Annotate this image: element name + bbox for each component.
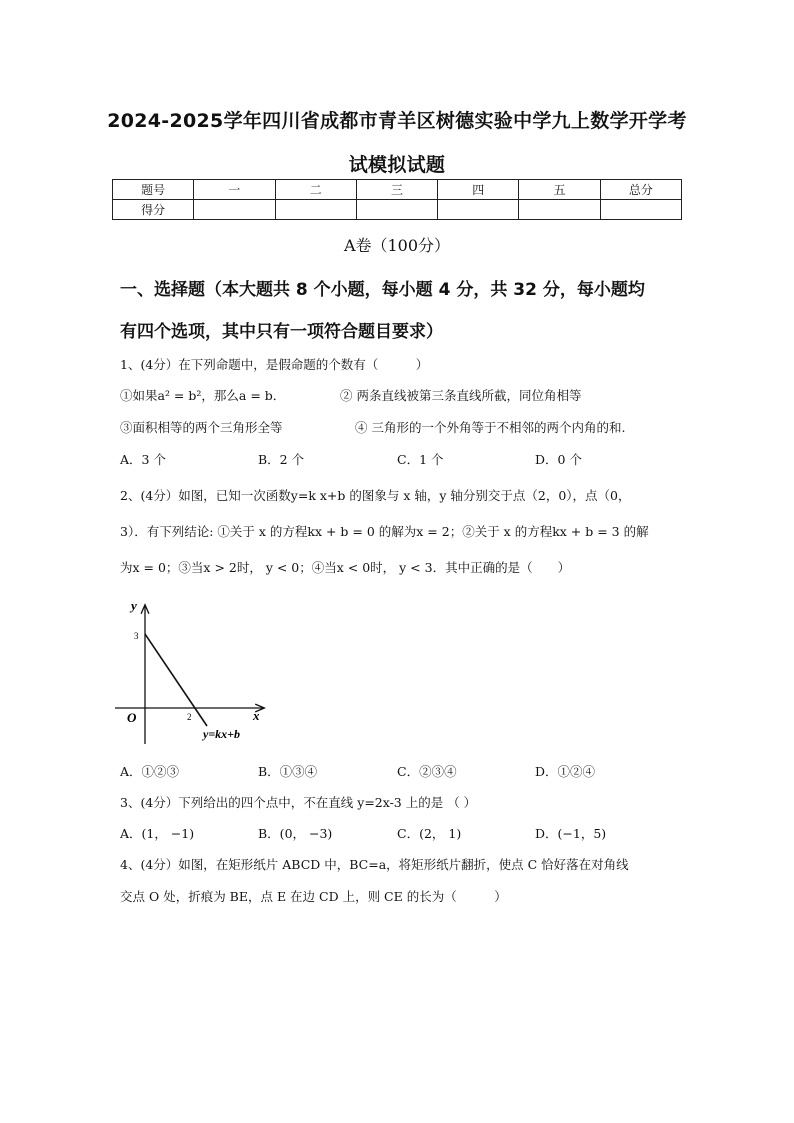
- q2-option-a: A．①②③: [120, 764, 180, 779]
- score-table-cell: 三: [356, 180, 437, 200]
- q1-option-a: A．3 个: [120, 452, 166, 467]
- q1-statement-1: ①如果a² = b²，那么a = b．: [120, 388, 286, 403]
- part1-heading-line-2: 有四个选项，其中只有一项符合题目要求）: [120, 322, 443, 342]
- exam-title-line-1: 2024-2025学年四川省成都市青羊区树德实验中学九上数学开学考: [107, 110, 687, 132]
- part1-heading-line-1: 一、选择题（本大题共 8 个小题，每小题 4 分，共 32 分，每小题均: [120, 280, 645, 300]
- q3-option-a: A．(1， −1): [120, 826, 195, 841]
- q3-option-b: B．(0， −3): [258, 826, 333, 841]
- score-input-cell: [275, 200, 356, 220]
- q1-statement-2: ② 两条直线被第三条直线所截，同位角相等: [340, 388, 582, 403]
- score-table-cell: 一: [194, 180, 275, 200]
- q1-option-b: B．2 个: [258, 452, 305, 467]
- q2-option-c: C．②③④: [397, 764, 457, 779]
- score-table-cell: 二: [275, 180, 356, 200]
- q2-function-graph: [115, 592, 275, 752]
- q2-line-1: 2、(4分）如图，已知一次函数y=k x+b 的图象与 x 轴，y 轴分别交于点（2，0），点（0，: [120, 488, 631, 503]
- function-line: [145, 634, 207, 726]
- score-table-cell: 四: [438, 180, 519, 200]
- q2-option-b: B．①③④: [258, 764, 318, 779]
- y-axis-label: y: [131, 598, 137, 613]
- x-axis-label: x: [253, 708, 260, 723]
- score-input-cell: [519, 200, 600, 220]
- origin-label: O: [127, 710, 137, 725]
- score-table-score-row: [113, 200, 682, 220]
- score-table-cell: 总分: [600, 180, 681, 200]
- score-input-cell: [600, 200, 681, 220]
- q1-option-c: C．1 个: [397, 452, 444, 467]
- q2-graph-svg: [115, 592, 275, 752]
- section-title: A卷（100分）: [343, 236, 451, 255]
- q1-statement-3: ③面积相等的两个三角形全等: [120, 420, 283, 435]
- q4-line-1: 4、(4分）如图，在矩形纸片 ABCD 中，BC=a，将矩形纸片翻折，使点 C 恰好落在对角线: [120, 857, 629, 872]
- q1-option-d: D．0 个: [535, 452, 582, 467]
- score-table-cell: 题号: [113, 180, 194, 200]
- q1-stem: 1、(4分）在下列命题中，是假命题的个数有（ ）: [120, 357, 429, 372]
- score-table-header-row: [113, 180, 682, 200]
- q2-line-2: 3）．有下列结论: ①关于 x 的方程kx + b = 0 的解为x = 2；②关于 x 的方程kx + b = 3 的解: [120, 524, 649, 539]
- score-input-cell: [438, 200, 519, 220]
- score-table: [112, 179, 682, 220]
- q3-option-d: D．(−1，5): [535, 826, 607, 841]
- q2-line-3: 为x = 0；③当x > 2时， y < 0；④当x < 0时， y < 3．其中正确的是（ ）: [120, 560, 571, 575]
- q4-line-2: 交点 O 处，折痕为 BE，点 E 在边 CD 上，则 CE 的长为（ ）: [120, 889, 507, 904]
- score-table-cell: 五: [519, 180, 600, 200]
- q3-stem: 3、(4分）下列给出的四个点中，不在直线 y=2x-3 上的是 （ ）: [120, 795, 477, 810]
- score-input-cell: [356, 200, 437, 220]
- score-input-cell: [194, 200, 275, 220]
- exam-title-line-2: 试模拟试题: [348, 154, 446, 176]
- x-intercept-label: 2: [187, 712, 192, 722]
- y-intercept-label: 3: [134, 631, 139, 641]
- score-table-cell: 得分: [113, 200, 194, 220]
- q2-option-d: D．①②④: [535, 764, 596, 779]
- q1-statement-4: ④ 三角形的一个外角等于不相邻的两个内角的和.: [355, 420, 626, 435]
- q3-option-c: C．(2， 1): [397, 826, 462, 841]
- line-equation-label: y=kx+b: [203, 727, 241, 741]
